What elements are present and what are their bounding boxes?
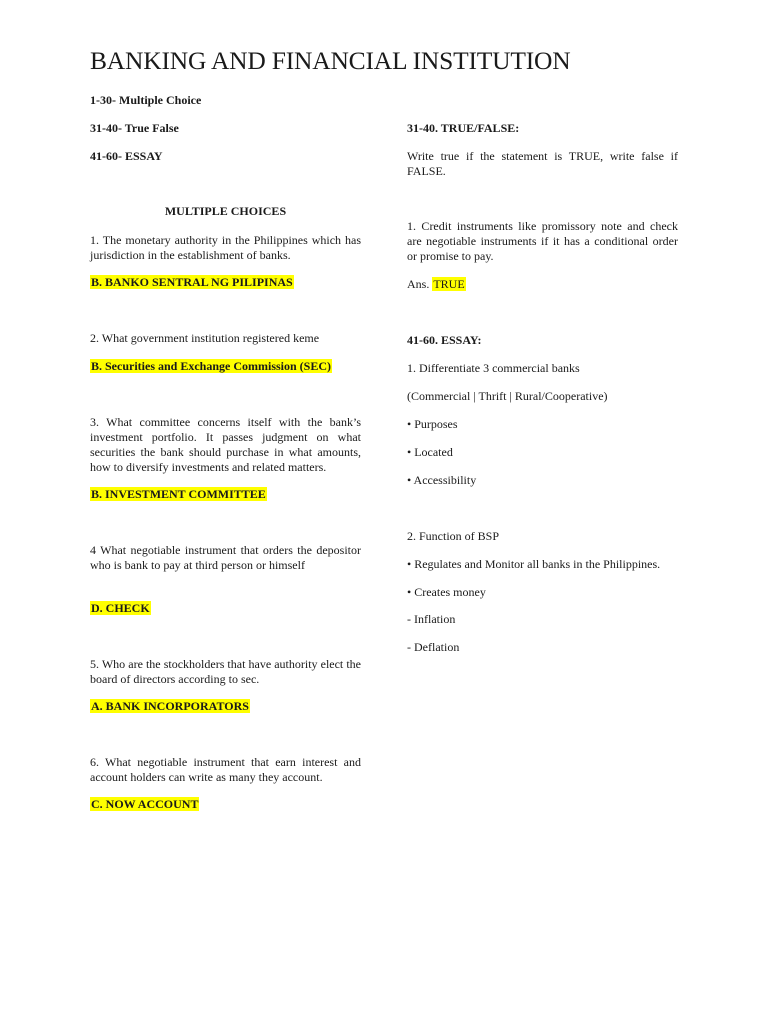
multiple-choice-heading: MULTIPLE CHOICES bbox=[164, 204, 287, 218]
mc-question-4: 4 What negotiable instrument that orders the depositor who is bank to pay at third person or himself bbox=[90, 543, 361, 572]
true-false-question-1: 1. Credit instruments like promissory note and check are negotiable instruments if it has a conditional order or promise to pay. bbox=[407, 219, 678, 263]
essay-q1-point-located: • Located bbox=[407, 445, 453, 459]
mc-answer-6-text: C. NOW ACCOUNT bbox=[91, 797, 199, 811]
mc-answer-6 bbox=[90, 797, 361, 812]
true-false-answer-prefix: Ans. bbox=[407, 277, 430, 291]
mc-answer-3 bbox=[90, 487, 361, 502]
mc-answer-4 bbox=[90, 601, 361, 616]
mc-question-6: 6. What negotiable instrument that earn interest and account holders can write as many they account. bbox=[90, 755, 361, 784]
essay-q2-point-creates-money: • Creates money bbox=[407, 585, 486, 599]
true-false-answer bbox=[407, 277, 678, 292]
true-false-answer-value: TRUE bbox=[433, 277, 465, 291]
outline-item-2: 31-40- True False bbox=[90, 121, 179, 135]
true-false-heading: 31-40. TRUE/FALSE: bbox=[407, 121, 520, 135]
mc-question-5: 5. Who are the stockholders that have authority elect the board of directors according to sec. bbox=[90, 657, 361, 686]
essay-question-2: 2. Function of BSP bbox=[407, 529, 500, 543]
mc-answer-5-text: A. BANK INCORPORATORS bbox=[91, 699, 249, 713]
mc-answer-2-text: B. Securities and Exchange Commission (SEC) bbox=[91, 359, 332, 373]
essay-question-1: 1. Differentiate 3 commercial banks bbox=[407, 361, 580, 375]
essay-q1-point-accessibility: • Accessibility bbox=[407, 473, 477, 487]
essay-q2-point-deflation: - Deflation bbox=[407, 640, 460, 654]
mc-answer-1 bbox=[90, 275, 361, 290]
mc-question-2: 2. What government institution registered keme bbox=[90, 331, 320, 345]
essay-heading: 41-60. ESSAY: bbox=[407, 333, 482, 347]
mc-question-1: 1. The monetary authority in the Philippines which has jurisdiction in the establishment of banks. bbox=[90, 233, 361, 262]
document-title: BANKING AND FINANCIAL INSTITUTION bbox=[90, 46, 571, 75]
outline-item-3: 41-60- ESSAY bbox=[90, 149, 163, 163]
outline-item-1: 1-30- Multiple Choice bbox=[90, 93, 202, 107]
true-false-instruction: Write true if the statement is TRUE, write false if FALSE. bbox=[407, 149, 678, 178]
mc-answer-5 bbox=[90, 699, 361, 714]
essay-question-1-types: (Commercial | Thrift | Rural/Cooperative) bbox=[407, 389, 608, 403]
essay-q2-point-regulates: • Regulates and Monitor all banks in the Philippines. bbox=[407, 557, 661, 571]
mc-answer-2 bbox=[90, 359, 361, 374]
mc-question-3: 3. What committee concerns itself with the bank’s investment portfolio. It passes judgment on what securities the bank should purchase in what amounts, how to diversify investments and related matters. bbox=[90, 415, 361, 474]
essay-q2-point-inflation: - Inflation bbox=[407, 612, 456, 626]
essay-q1-point-purposes: • Purposes bbox=[407, 417, 458, 431]
mc-answer-1-text: B. BANKO SENTRAL NG PILIPINAS bbox=[91, 275, 293, 289]
mc-answer-4-text: D. CHECK bbox=[91, 601, 150, 615]
mc-answer-3-text: B. INVESTMENT COMMITTEE bbox=[91, 487, 266, 501]
